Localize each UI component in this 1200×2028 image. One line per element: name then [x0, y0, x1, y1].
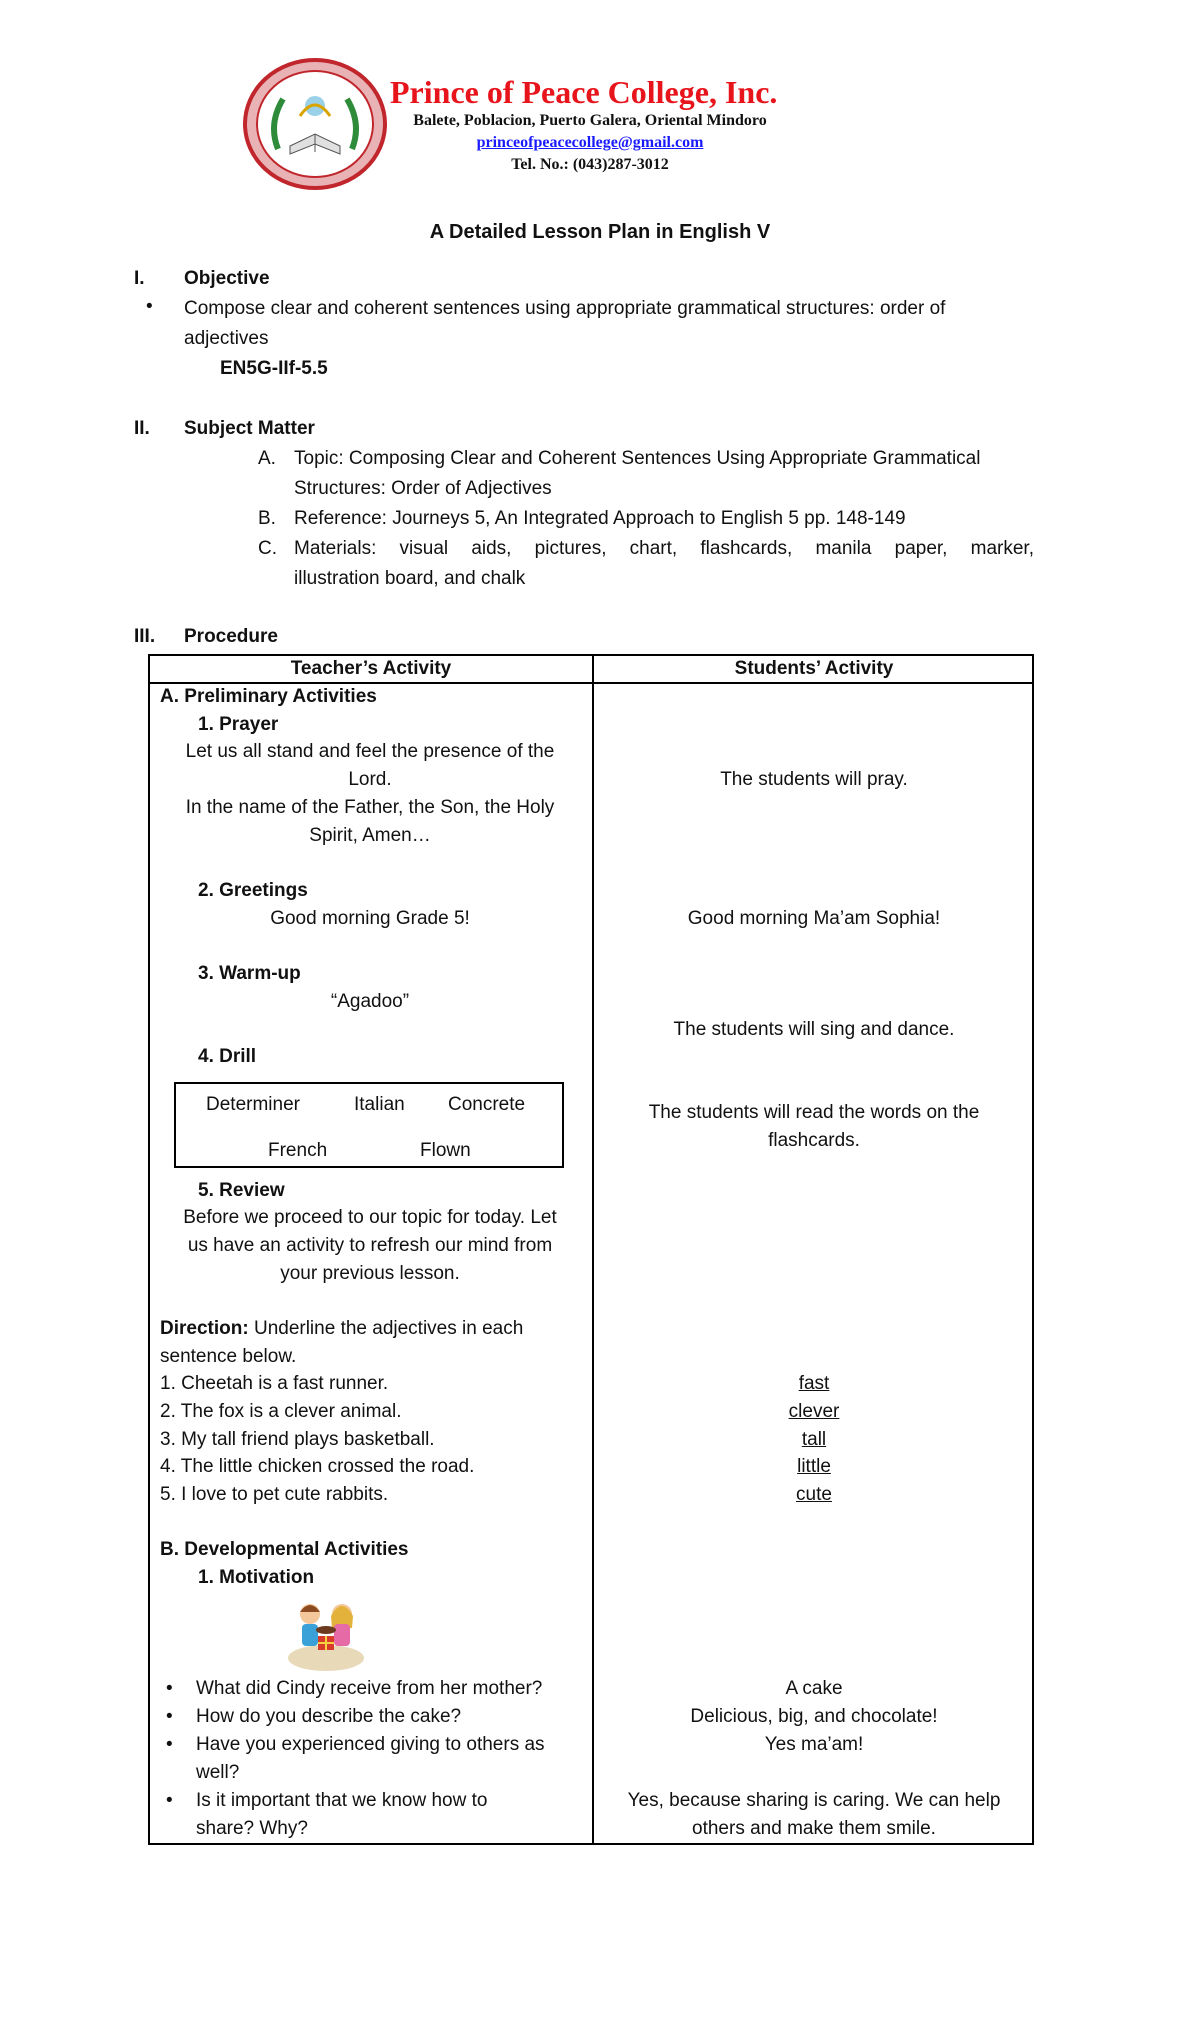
greetings-student: Good morning Ma’am Sophia! — [687, 908, 941, 929]
reference-line: Reference: Journeys 5, An Integrated Approach to English 5 pp. 148-149 — [294, 508, 906, 529]
table-column-divider — [592, 656, 594, 1843]
topic-line1: Topic: Composing Clear and Coherent Sentences Using Appropriate Grammatical — [294, 448, 981, 469]
review-sentence: 2. The fox is a clever animal. — [160, 1401, 402, 1422]
drill-word: French — [268, 1140, 328, 1161]
motivation-question: • Have you experienced giving to others as — [196, 1734, 545, 1756]
motivation-answer: A cake — [785, 1678, 843, 1699]
header-teachers-activity: Teacher’s Activity — [290, 658, 452, 679]
warmup-heading: 3. Warm-up — [198, 963, 301, 984]
section-number-objective: I. — [134, 268, 145, 289]
drill-student-line2: flashcards. — [768, 1130, 860, 1151]
review-teacher-line3: your previous lesson. — [280, 1263, 460, 1284]
college-name: Prince of Peace College, Inc. — [390, 74, 778, 110]
review-sentence: 3. My tall friend plays basketball. — [160, 1429, 435, 1450]
motivation-question-continued: share? Why? — [196, 1818, 308, 1839]
section-title-objective: Objective — [184, 268, 270, 289]
materials-line1: Materials: visual aids, pictures, chart, flashcards, manila paper, marker, — [294, 538, 1034, 559]
prayer-student-response: The students will pray. — [720, 769, 908, 790]
motivation-answer: Yes, because sharing is caring. We can help — [627, 1790, 1001, 1811]
table-header-divider — [150, 682, 1032, 684]
motivation-question: • What did Cindy receive from her mother? — [196, 1678, 542, 1700]
section-number-procedure: III. — [134, 626, 156, 647]
item-letter-c: C. — [258, 538, 277, 559]
section-number-subject-matter: II. — [134, 418, 150, 439]
review-teacher-line2: us have an activity to refresh our mind from — [187, 1235, 553, 1256]
item-letter-a: A. — [258, 448, 276, 469]
greetings-teacher: Good morning Grade 5! — [270, 908, 470, 929]
drill-student-line1: The students will read the words on the — [648, 1102, 980, 1123]
developmental-activities-heading: B. Developmental Activities — [160, 1539, 409, 1560]
review-answer: cute — [796, 1484, 832, 1505]
materials-line2: illustration board, and chalk — [294, 568, 526, 589]
college-telephone: Tel. No.: (043)287-3012 — [511, 156, 669, 173]
drill-word-box — [174, 1082, 564, 1168]
competency-code: EN5G-IIf-5.5 — [220, 358, 328, 379]
motivation-answer: Yes ma’am! — [764, 1734, 864, 1755]
topic-line2: Structures: Order of Adjectives — [294, 478, 552, 499]
drill-word: Italian — [354, 1094, 405, 1115]
review-answer: tall — [801, 1429, 827, 1450]
warmup-student: The students will sing and dance. — [673, 1019, 955, 1040]
review-answer: clever — [788, 1401, 840, 1422]
item-letter-b: B. — [258, 508, 276, 529]
review-sentence: 4. The little chicken crossed the road. — [160, 1456, 475, 1477]
prayer-teacher-line3: In the name of the Father, the Son, the Holy — [185, 797, 555, 818]
review-teacher-line1: Before we proceed to our topic for today. Let — [183, 1207, 557, 1228]
header-students-activity: Students’ Activity — [734, 658, 894, 679]
review-answer: fast — [798, 1373, 830, 1394]
drill-word: Flown — [420, 1140, 471, 1161]
greetings-heading: 2. Greetings — [198, 880, 308, 901]
prayer-heading: 1. Prayer — [198, 714, 279, 735]
objective-text-line1: Compose clear and coherent sentences using appropriate grammatical structures: order of — [184, 298, 946, 319]
document-title: A Detailed Lesson Plan in English V — [429, 221, 771, 243]
drill-word: Determiner — [206, 1094, 300, 1115]
motivation-answer: others and make them smile. — [692, 1818, 936, 1839]
direction-label: Direction: — [160, 1318, 249, 1339]
preliminary-activities-heading: A. Preliminary Activities — [160, 686, 377, 707]
motivation-picture — [286, 1596, 366, 1672]
bullet-icon: • — [146, 296, 153, 317]
drill-word: Concrete — [448, 1094, 526, 1115]
review-sentence: 5. I love to pet cute rabbits. — [160, 1484, 389, 1505]
review-heading: 5. Review — [198, 1180, 285, 1201]
prayer-teacher-line1: Let us all stand and feel the presence of the — [185, 741, 555, 762]
review-sentence: 1. Cheetah is a fast runner. — [160, 1373, 389, 1394]
review-direction — [160, 1318, 523, 1340]
motivation-question: • How do you describe the cake? — [196, 1706, 461, 1728]
college-address: Balete, Poblacion, Puerto Galera, Oriental Mindoro — [413, 112, 767, 129]
drill-heading: 4. Drill — [198, 1046, 257, 1067]
motivation-question-continued: well? — [196, 1762, 240, 1783]
prayer-teacher-line2: Lord. — [348, 769, 392, 790]
procedure-table — [148, 654, 1034, 1845]
motivation-answer: Delicious, big, and chocolate! — [690, 1706, 938, 1727]
review-answer: little — [797, 1456, 831, 1477]
section-title-procedure: Procedure — [184, 626, 278, 647]
warmup-song-title: “Agadoo” — [330, 991, 410, 1012]
prayer-teacher-line4: Spirit, Amen… — [309, 825, 431, 846]
direction-text: Underline the adjectives in each — [248, 1318, 524, 1339]
objective-text-line2: adjectives — [184, 328, 269, 349]
college-email-link[interactable]: princeofpeacecollege@gmail.com — [476, 134, 704, 151]
section-title-subject-matter: Subject Matter — [184, 418, 315, 439]
motivation-heading: 1. Motivation — [198, 1567, 315, 1588]
motivation-question: • Is it important that we know how to — [196, 1790, 487, 1812]
direction-text-line2: sentence below. — [160, 1346, 297, 1367]
